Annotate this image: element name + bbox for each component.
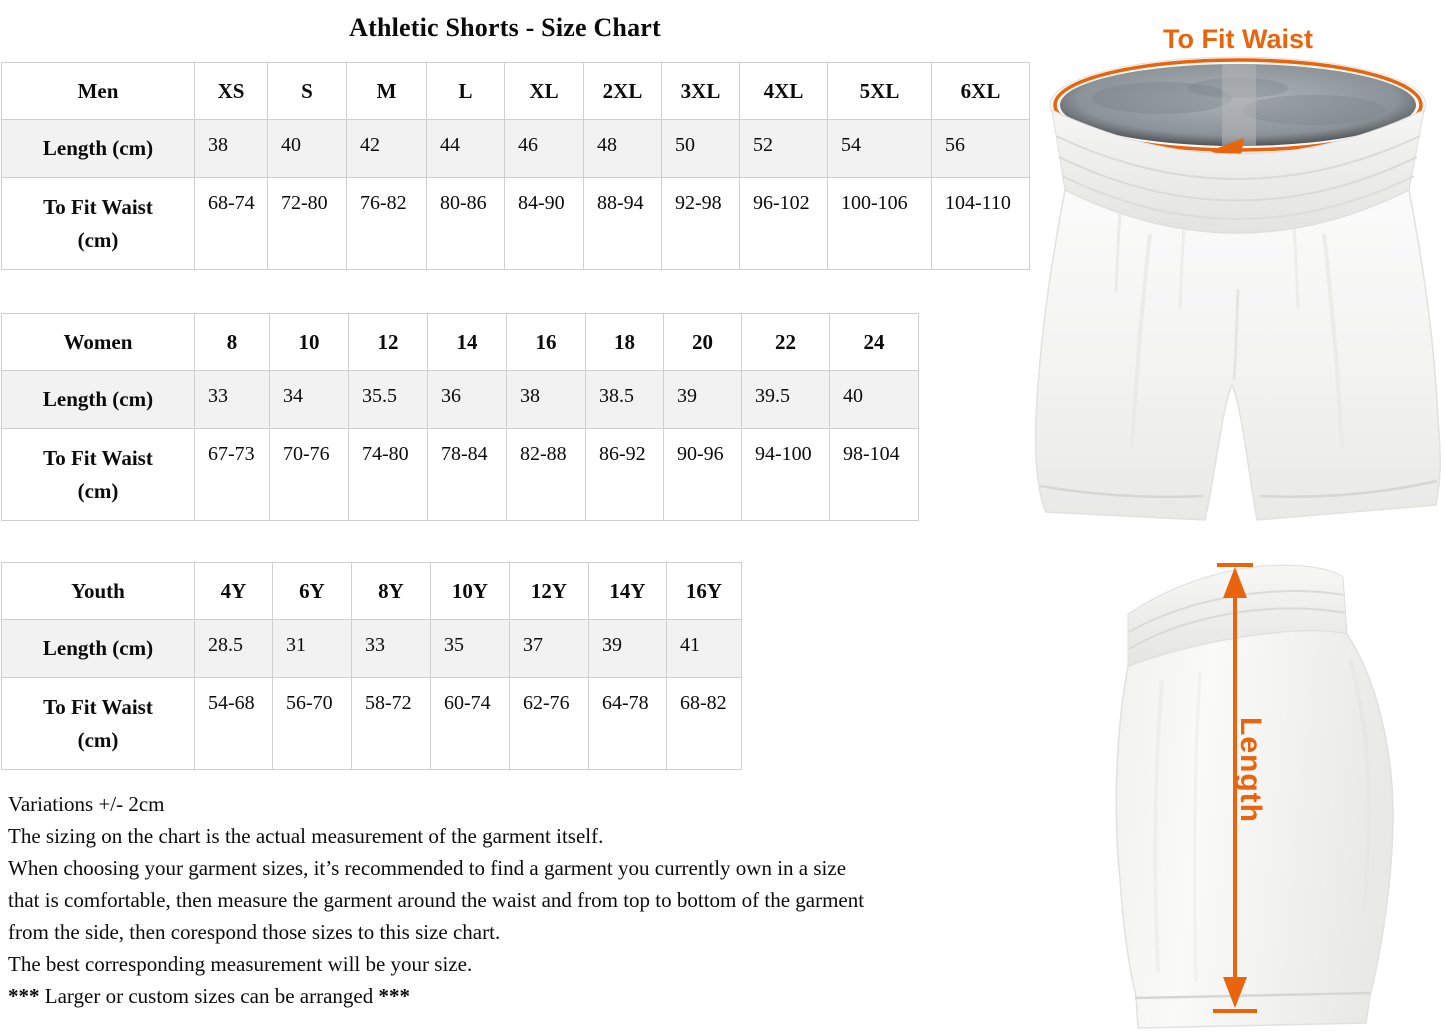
youth-size-table — [1, 562, 742, 770]
note-line: *** Larger or custom sizes can be arranged *** — [8, 984, 410, 1008]
size-value-cell: 74-80 — [349, 429, 428, 521]
size-value-cell: 88-94 — [584, 178, 662, 270]
size-value-cell: 39 — [589, 620, 667, 678]
size-value-cell: 28.5 — [195, 620, 273, 678]
size-value-cell: 40 — [268, 120, 347, 178]
note-line: from the side, then corespond those sizes to this size chart. — [8, 920, 501, 944]
size-value-cell: 94-100 — [742, 429, 830, 521]
note-line: When choosing your garment sizes, it’s recommended to find a garment you currently own in a size — [8, 856, 847, 880]
size-value-cell: 80-86 — [427, 178, 505, 270]
size-value-cell: 67-73 — [195, 429, 270, 521]
row-label: To Fit Waist (cm) — [2, 178, 195, 270]
size-value-cell: 35.5 — [349, 371, 428, 429]
size-value-cell: 100-106 — [828, 178, 932, 270]
size-value-cell: 78-84 — [428, 429, 507, 521]
size-column-header: 12Y — [510, 563, 589, 620]
size-column-header: XS — [195, 63, 268, 120]
size-column-header: 16Y — [667, 563, 742, 620]
size-column-header: 4XL — [740, 63, 828, 120]
length-label: Length — [1234, 717, 1267, 823]
size-value-cell: 56 — [932, 120, 1030, 178]
size-column-header: L — [427, 63, 505, 120]
row-label: Length (cm) — [2, 371, 195, 429]
size-value-cell: 56-70 — [273, 678, 352, 770]
size-value-cell: 31 — [273, 620, 352, 678]
size-column-header: 5XL — [828, 63, 932, 120]
size-value-cell: 37 — [510, 620, 589, 678]
size-value-cell: 84-90 — [505, 178, 584, 270]
size-value-cell: 42 — [347, 120, 427, 178]
sizing-notes — [8, 788, 864, 1012]
size-value-cell: 72-80 — [268, 178, 347, 270]
size-column-header: S — [268, 63, 347, 120]
table-category-header: Men — [2, 63, 195, 120]
size-value-cell: 104-110 — [932, 178, 1030, 270]
size-column-header: 14 — [428, 314, 507, 371]
size-column-header: 24 — [830, 314, 919, 371]
table-row — [2, 178, 1030, 270]
page-title: Athletic Shorts - Size Chart — [349, 13, 661, 42]
size-value-cell: 62-76 — [510, 678, 589, 770]
size-value-cell: 92-98 — [662, 178, 740, 270]
size-value-cell: 35 — [431, 620, 510, 678]
size-value-cell: 98-104 — [830, 429, 919, 521]
size-value-cell: 86-92 — [586, 429, 664, 521]
size-value-cell: 33 — [195, 371, 270, 429]
row-label: Length (cm) — [2, 620, 195, 678]
table-row — [2, 620, 742, 678]
size-column-header: 3XL — [662, 63, 740, 120]
size-value-cell: 50 — [662, 120, 740, 178]
women-size-table — [1, 313, 919, 521]
size-value-cell: 68-74 — [195, 178, 268, 270]
table-row — [2, 429, 919, 521]
size-column-header: 16 — [507, 314, 586, 371]
note-line: The best corresponding measurement will be your size. — [8, 952, 473, 976]
size-value-cell: 33 — [352, 620, 431, 678]
size-value-cell: 39.5 — [742, 371, 830, 429]
size-value-cell: 58-72 — [352, 678, 431, 770]
size-column-header: 6Y — [273, 563, 352, 620]
table-row — [2, 678, 742, 770]
size-value-cell: 60-74 — [431, 678, 510, 770]
size-value-cell: 52 — [740, 120, 828, 178]
men-size-table — [1, 62, 1030, 270]
note-line: The sizing on the chart is the actual measurement of the garment itself. — [8, 824, 604, 848]
size-value-cell: 38.5 — [586, 371, 664, 429]
table-row — [2, 120, 1030, 178]
size-column-header: 18 — [586, 314, 664, 371]
size-column-header: M — [347, 63, 427, 120]
size-column-header: 14Y — [589, 563, 667, 620]
table-category-header: Women — [2, 314, 195, 371]
shorts-front-body — [1036, 190, 1441, 520]
size-column-header: 2XL — [584, 63, 662, 120]
table-header-row — [2, 314, 919, 371]
note-line: that is comfortable, then measure the garment around the waist and from top to bottom of the garment — [8, 888, 865, 912]
table-row — [2, 371, 919, 429]
row-label: To Fit Waist (cm) — [2, 429, 195, 521]
size-value-cell: 70-76 — [270, 429, 349, 521]
size-column-header: 10 — [270, 314, 349, 371]
size-column-header: 22 — [742, 314, 830, 371]
size-value-cell: 54-68 — [195, 678, 273, 770]
size-column-header: 4Y — [195, 563, 273, 620]
size-value-cell: 39 — [664, 371, 742, 429]
size-value-cell: 68-82 — [667, 678, 742, 770]
size-value-cell: 90-96 — [664, 429, 742, 521]
shorts-side-illustration — [1100, 550, 1445, 1034]
row-label: Length (cm) — [2, 120, 195, 178]
size-value-cell: 76-82 — [347, 178, 427, 270]
to-fit-waist-label: To Fit Waist — [1163, 24, 1313, 54]
size-value-cell: 41 — [667, 620, 742, 678]
size-column-header: 20 — [664, 314, 742, 371]
size-value-cell: 40 — [830, 371, 919, 429]
table-header-row — [2, 63, 1030, 120]
size-value-cell: 36 — [428, 371, 507, 429]
size-value-cell: 46 — [505, 120, 584, 178]
size-value-cell: 34 — [270, 371, 349, 429]
size-value-cell: 38 — [195, 120, 268, 178]
size-column-header: 12 — [349, 314, 428, 371]
table-header-row — [2, 563, 742, 620]
size-value-cell: 96-102 — [740, 178, 828, 270]
size-value-cell: 64-78 — [589, 678, 667, 770]
shorts-front-illustration — [1032, 54, 1444, 536]
size-column-header: 8 — [195, 314, 270, 371]
size-value-cell: 82-88 — [507, 429, 586, 521]
table-category-header: Youth — [2, 563, 195, 620]
size-column-header: 10Y — [431, 563, 510, 620]
size-value-cell: 48 — [584, 120, 662, 178]
size-value-cell: 38 — [507, 371, 586, 429]
row-label: To Fit Waist (cm) — [2, 678, 195, 770]
size-column-header: 8Y — [352, 563, 431, 620]
size-value-cell: 44 — [427, 120, 505, 178]
size-value-cell: 54 — [828, 120, 932, 178]
size-column-header: XL — [505, 63, 584, 120]
size-column-header: 6XL — [932, 63, 1030, 120]
note-line: Variations +/- 2cm — [8, 792, 165, 816]
